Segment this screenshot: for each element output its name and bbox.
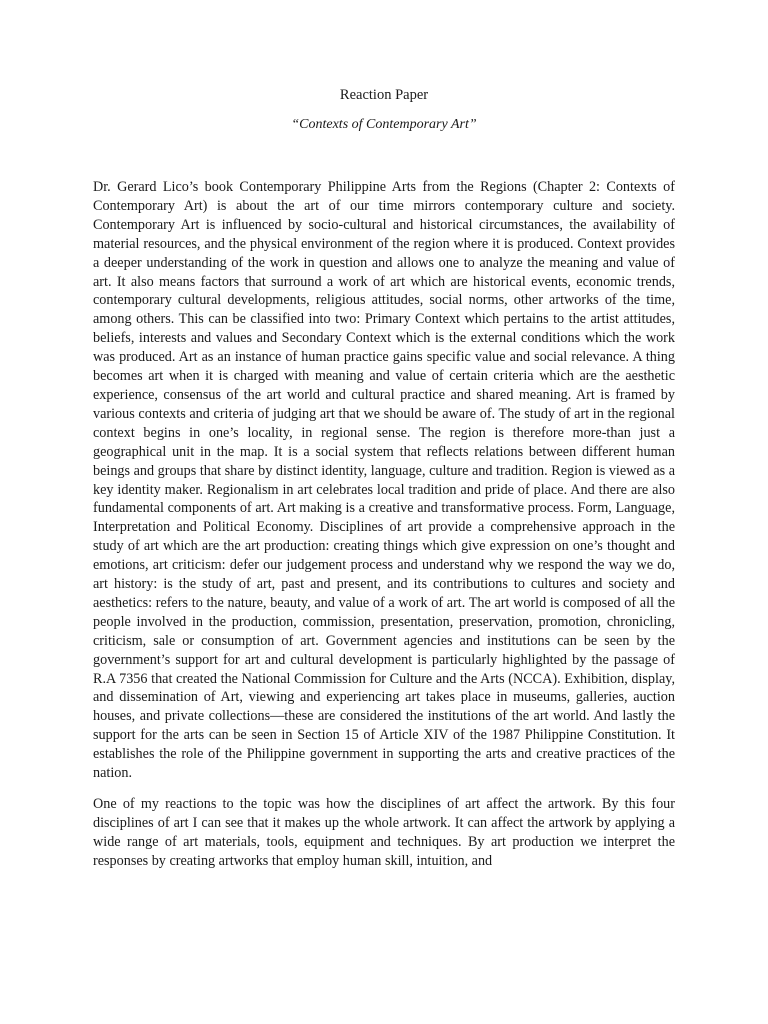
document-title: Reaction Paper (339, 87, 429, 103)
body-paragraph-1: Dr. Gerard Lico’s book Contemporary Philippine Arts from the Regions (Chapter 2: Contexts of Contemporary Art) is about the art of our time mirrors contemporary culture and society. Contemporary Art is influenced by socio-cultural and historical circumstances, the availability of material resources, and the physical environment of the region where it is produced. Context provides a deeper understanding of the work in question and allows one to analyze the meaning and value of art. It also means factors that surround a work of art which are historical events, economic trends, contemporary cultural developments, religious attitudes, social norms, other artworks of the time, among others. This can be classified into two: Primary Context which pertains to the artist attitudes, beliefs, interests and values and Secondary Context which is the external conditions which the work was produced. Art as an instance of human practice gains specific value and social relevance. A thing becomes art when it is charged with meaning and value of certain criteria which are the aesthetic experience, consensus of the art world and cultural practice and shared meaning. Art is framed by various contexts and criteria of judging art that we should be aware of. The study of art in the regional context begins in one’s locality, in regional sense. The region is therefore more-than just a geographical unit in the map. It is a social system that reflects relations between different human beings and groups that share by distinct identity, language, culture and tradition. Region is viewed as a key identity maker. Regionalism in art celebrates local tradition and pride of place. And there are also fundamental components of art. Art making is a creative and transformative process. Form, Language, Interpretation and Political Economy. Disciplines of art provide a comprehensive approach in the study of art which are the art production: creating things which give expression on one’s thought and emotions, art criticism: defer our judgement process and understand why we respond the way we do, art history: is the study of art, past and present, and its contributions to cultures and society and aesthetics: refers to the nature, beauty, and value of a work of art. The art world is composed of all the people involved in the production, commission, presentation, preservation, promotion, chronicling, criticism, sale or consumption of art. Government agencies and institutions can be seen by the government’s support for art and cultural development is particularly highlighted by the passage of R.A 7356 that created the National Commission for Culture and the Arts (NCCA). Exhibition, display, and dissemination of Art, viewing and experiencing art takes place in museums, galleries, auction houses, and private collections—these are considered the institutions of the art world. And lastly the support for the arts can be seen in Section 15 of Article XIV of the 1987 Philippine Constitution. It establishes the role of the Philippine government in supporting the arts and creative practices of the nation. (93, 179, 675, 782)
document-subtitle: “Contexts of Contemporary Art” (291, 117, 477, 132)
document-page (93, 80, 675, 883)
body-paragraph-2: One of my reactions to the topic was how the disciplines of art affect the artwork. By this four disciplines of art I can see that it makes up the whole artwork. It can affect the artwork by applying a wide range of art materials, tools, equipment and techniques. By art production we interpret the responses by creating artworks that employ human skill, intuition, and (93, 796, 675, 869)
